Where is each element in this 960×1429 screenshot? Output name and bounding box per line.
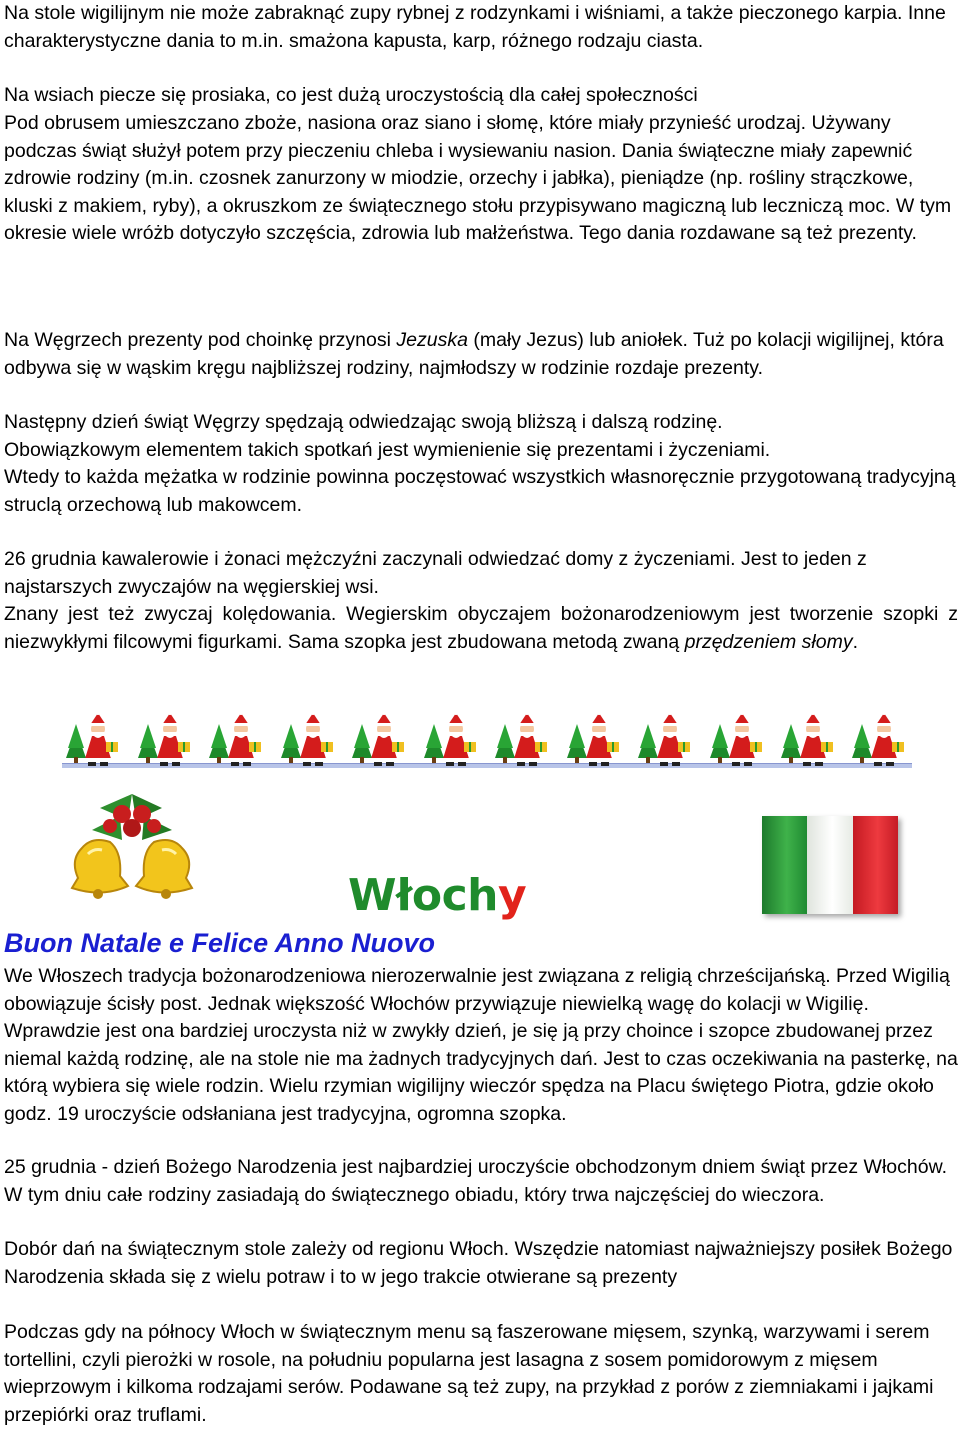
text-run: . [852,630,859,653]
paragraph-italy-25-december: 25 grudnia - dzień Bożego Narodzenia jest najbardziej uroczyście obchodzonym dniem świąt przez Włochów. W tym dniu całe rodziny zasiadają do świątecznego obiadu, który trwa najczęściej do wieczora. [4,1156,947,1206]
section-title-italy [348,866,526,926]
italian-greeting: Buon Natale e Felice Anno Nuovo [4,928,436,958]
paragraph-tablecloth: Pod obrusem umieszczano zboże, nasiona oraz siano i słomę, które miały przynieść urodzaj. Używany podczas świąt służył potem przy pieczeniu chleba i wysiewaniu nasion. Dania świąteczne miały zapewnić zdrowie rodziny (m.in. czosnek zanurzony w miodzie, orzechy i jabłka), pieniądze (np. rośliny strączkowe, kluski z makiem, ryby), a okruszkom ze świątecznego stołu przypisywano magiczną lub leczniczą moc. W tym okresie wiele wróżb dotyczyło szczęścia, zdrowia lub małżeństwa. Tego dania rozdawane są też prezenty. [4,112,952,244]
italic-term-straw-spinning: przędzeniem słomy [684,630,853,653]
santa-claus-icon [781,712,833,766]
paragraph-italy-north-south: Podczas gdy na północy Włoch w świątecznym menu są faszerowane mięsem, szynką, warzywami i serem tortellini, czyli pierożki w rosole, na południu popularna jest lasagna z sosem pomidorowym z mięsem wieprzowym i kilkoma rodzajami serów. Podawane są też zupy, na przykład z porów z ziemniakami i jajkami przepiórki oraz truflami. [4,1321,934,1426]
paragraph-hungary-obligatory: Obowiązkowym elementem takich spotkań jest wymienienie się prezentami i życzeniami. [4,439,771,461]
text-run: Znany jest też zwyczaj kolędowania. Wegierskim obyczajem bożonarodzeniowym jest tworzenie szopki z niezwykłymi filcowymi figurkami. Sama szopka jest zbudowana metodą zwaną [4,603,958,653]
santa-claus-icon [352,712,404,766]
paragraph-piglet: Na wsiach piecze się prosiaka, co jest dużą uroczystością dla całej społeczności [4,84,698,106]
santa-claus-icon [209,712,261,766]
paragraph-hungary-gifts [4,327,958,382]
text-run: Na Węgrzech prezenty pod choinkę przynosi [4,329,397,351]
flag-stripe-white [807,816,852,914]
santa-claus-icon [852,712,904,766]
title-part-red: y [498,870,527,921]
paragraph-hungary-wives: Wtedy to każda mężatka w rodzinie powinna poczęstować wszystkich własnoręcznie przygotowaną tradycyjną struclą orzechową lub makowcem. [4,466,956,516]
paragraph-italy-dishes: Dobór dań na świątecznym stole zależy od regionu Włoch. Wszędzie natomiast najważniejszy posiłek Bożego Narodzenia składa się z wielu potraw i to w jego trakcie otwierane są prezenty [4,1238,953,1288]
paragraph-hungary-carols [4,601,958,656]
santa-claus-icon-strip [62,712,912,768]
paragraph-italy-tradition: We Włoszech tradycja bożonarodzeniowa nierozerwalnie jest związana z religią chrześcijańską. Przed Wigilią obowiązuje ścisły post. Jednak większość Włochów przywiązuje niewielką wagę do kolacji w Wigilię. Wprawdzie jest ona bardziej uroczysta niż w zwykły dzień, je się ją przy choince i szopce zbudowanej przez niemal każdą rodzinę, ale na stole nie ma żadnych tradycyjnych dań. Jest to czas oczekiwania na pasterkę, na którą wybiera się wiele rodzin. Wielu rzymian wigilijny wieczór spędza na Placu świętego Piotra, gdzie około godz. 19 uroczyście odsłaniana jest tradycyjna, ogromna szopka. [4,965,958,1125]
santa-claus-icon [638,712,690,766]
santa-claus-icon [710,712,762,766]
italian-flag-icon [762,816,898,914]
santa-claus-icon [567,712,619,766]
title-part-green: Włoch [348,870,498,921]
santa-claus-icon [424,712,476,766]
paragraph-hungary-26-december: 26 grudnia kawalerowie i żonaci mężczyźni zaczynali odwiedzać domy z życzeniami. Jest to jeden z najstarszych zwyczajów na węgierskiej wsi. [4,548,867,598]
christmas-bells-icon [62,790,202,910]
italic-term-jezuska: Jezuska [396,329,468,351]
text-run: (mały Jezus) lub aniołek. Tuż po kolacji wigilijnej, która odbywa się w wąskim kręgu najbliższej rodziny, najmłodszy w rodzinie rozdaje prezenty. [4,329,944,379]
flag-stripe-green [762,816,807,914]
paragraph-hungary-next-day: Następny dzień świąt Węgrzy spędzają odwiedzając swoją bliższą i dalszą rodzinę. [4,411,723,433]
santa-claus-icon [66,712,118,766]
santa-claus-icon [138,712,190,766]
santa-claus-icon [281,712,333,766]
paragraph-fish-soup: Na stole wigilijnym nie może zabraknąć zupy rybnej z rodzynkami i wiśniami, a także pieczonego karpia. Inne charakterystyczne dania to m.in. smażona kapusta, karp, różnego rodzaju ciasta. [4,2,946,52]
flag-stripe-red [853,816,898,914]
santa-claus-icon [495,712,547,766]
